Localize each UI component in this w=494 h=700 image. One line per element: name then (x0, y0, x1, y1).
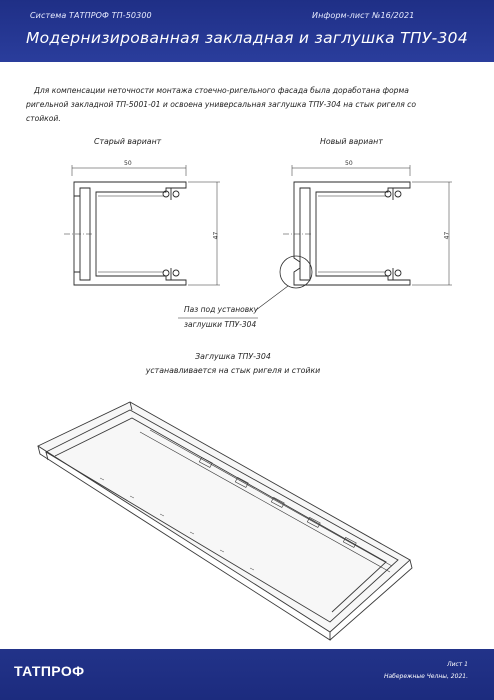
new-variant-label: Новый вариант (320, 137, 383, 146)
old-width-dim: 50 (124, 160, 132, 167)
info-sheet-number: Информ-лист №16/2021 (312, 11, 415, 20)
groove-callout-line1: Паз под установку (184, 305, 259, 314)
company-logo: ТАТПРОФ (14, 663, 85, 679)
old-profile-drawing (64, 165, 220, 285)
new-profile-drawing (178, 165, 452, 318)
groove-callout-line2: заглушки ТПУ-304 (184, 320, 257, 329)
footer-bar (0, 649, 494, 700)
plug-caption-line2: устанавливается на стык ригеля и стойки (145, 366, 321, 375)
new-height-dim: 47 (443, 231, 451, 240)
new-width-dim: 50 (345, 160, 353, 167)
page-title: Модернизированная закладная и заглушка ТПУ-304 (25, 29, 469, 47)
plug-perspective-drawing (38, 402, 412, 640)
system-name: Система ТАТПРОФ ТП-50300 (30, 11, 152, 20)
plug-caption-line1: Заглушка ТПУ-304 (195, 352, 271, 361)
intro-paragraph: Для компенсации неточности монтажа стоечно-ригельного фасада была доработана форма ригельной закладной ТП-5001-01 и освоена универсальная заглушка ТПУ-304 на стык ригеля со стойкой. (26, 86, 417, 123)
city-year: Набережные Челны, 2021. (383, 673, 468, 680)
old-variant-label: Старый вариант (94, 137, 162, 146)
sheet-number: Лист 1 (447, 661, 468, 668)
old-height-dim: 47 (212, 231, 220, 240)
